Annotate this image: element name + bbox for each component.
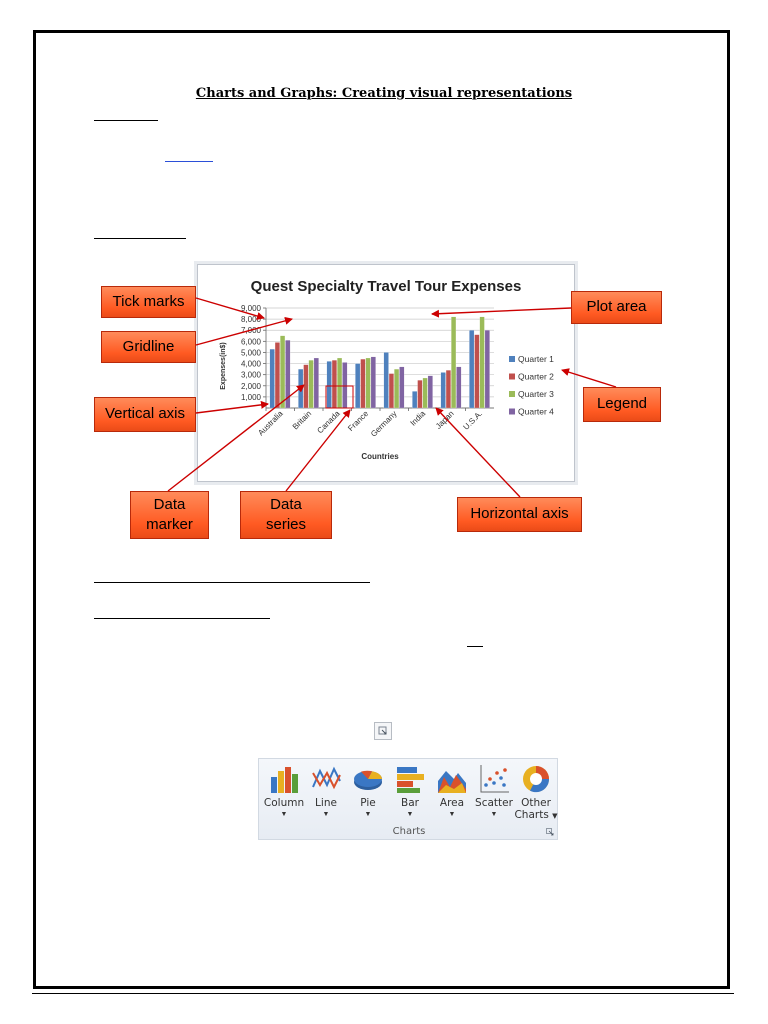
x-tick-label: India: [408, 409, 428, 428]
data-marker-bar: [309, 360, 314, 408]
data-marker-bar: [389, 374, 394, 408]
y-tick-label: 7,000: [240, 326, 261, 336]
data-marker-bar: [337, 358, 342, 408]
data-marker-bar: [332, 360, 337, 408]
chart-figure: [197, 264, 575, 482]
data-marker-bar: [441, 372, 446, 408]
data-marker-bar: [394, 369, 399, 408]
data-marker-bar: [475, 335, 480, 408]
bar-dropdown-arrow[interactable]: ▼: [406, 811, 414, 818]
blank-heading-rule: [94, 618, 270, 619]
y-axis-label: Expenses(in$): [220, 342, 227, 390]
plot-area: [241, 304, 494, 439]
data-marker-bar: [371, 357, 376, 408]
data-marker-bar: [423, 378, 428, 408]
dialog-launcher-icon[interactable]: [374, 722, 392, 740]
data-marker-bar: [412, 391, 417, 408]
data-marker-bar: [485, 330, 490, 408]
callout-data-marker: [130, 491, 209, 539]
callout-data-series-line1: Data: [270, 495, 302, 513]
data-marker-bar: [342, 362, 347, 408]
other-charts-label: [509, 797, 563, 822]
scatter-chart-icon: [478, 763, 510, 795]
x-tick-label: Germany: [369, 409, 399, 439]
data-marker-bar: [355, 364, 360, 408]
callout-data-marker-line2: marker: [146, 516, 193, 533]
data-marker-bar: [418, 380, 423, 408]
pie-chart-icon: [352, 763, 384, 795]
line-chart-icon: [310, 763, 342, 795]
column-chart-label: Column: [263, 797, 305, 809]
x-tick-label: Canada: [315, 409, 342, 436]
data-marker-bar: [480, 317, 485, 408]
x-tick-label: U.S.A.: [461, 409, 485, 432]
ribbon-charts-group: [258, 758, 558, 840]
clustered-column-chart: [198, 265, 574, 481]
callout-plot-area: Plot area: [571, 291, 662, 324]
legend-entry: Quarter 2: [518, 371, 554, 382]
callout-data-series-line2: series: [265, 516, 306, 533]
data-marker-bar: [399, 367, 404, 408]
data-marker-bar: [270, 349, 275, 408]
data-marker-bar: [456, 367, 461, 408]
callout-vertical-axis: Vertical axis: [94, 397, 196, 432]
y-tick-label: 5,000: [240, 348, 261, 358]
data-marker-bar: [314, 358, 319, 408]
legend-swatch: [509, 356, 515, 362]
x-axis-label: Countries: [361, 452, 399, 461]
callout-tick-marks: Tick marks: [101, 286, 196, 318]
data-marker-bar: [304, 365, 309, 408]
blank-underline: [467, 646, 483, 647]
callout-horizontal-axis: Horizontal axis: [457, 497, 582, 532]
hyperlink-rule[interactable]: [165, 161, 213, 162]
legend-swatch: [509, 391, 515, 397]
x-tick-label: Japan: [433, 409, 456, 431]
data-marker-bar: [451, 317, 456, 408]
data-marker-bar: [275, 342, 280, 408]
blank-heading-rule: [94, 582, 370, 583]
bar-chart-icon: [394, 763, 426, 795]
data-marker-bar: [469, 330, 474, 408]
data-marker-bar: [428, 376, 433, 408]
y-tick-label: 6,000: [240, 337, 261, 347]
callout-data-series: [240, 491, 332, 539]
x-tick-label: Australia: [256, 409, 285, 438]
data-marker-bar: [384, 352, 389, 408]
pie-chart-label: Pie: [360, 797, 376, 809]
pie-chart-button[interactable]: [347, 759, 389, 825]
column-dropdown-arrow[interactable]: ▼: [280, 811, 288, 818]
callout-gridline: Gridline: [101, 331, 196, 363]
legend-entry: Quarter 4: [518, 406, 554, 417]
other-charts-label-line2: [509, 809, 563, 822]
callout-legend: Legend: [583, 387, 661, 422]
area-dropdown-arrow[interactable]: ▼: [448, 811, 456, 818]
bar-chart-button[interactable]: [389, 759, 431, 825]
charts-dialog-launcher-icon[interactable]: [546, 828, 554, 836]
other-charts-label-line1: Other: [521, 797, 551, 809]
x-tick-label: France: [346, 409, 371, 434]
chart-title: Quest Specialty Travel Tour Expenses: [250, 278, 522, 295]
charts-group-label: Charts: [392, 826, 426, 837]
area-chart-button[interactable]: [431, 759, 473, 825]
data-marker-bar: [446, 370, 451, 408]
blank-heading-rule: [94, 120, 158, 121]
other-charts-button[interactable]: [515, 759, 557, 825]
legend-swatch: [509, 409, 515, 415]
area-chart-label: Area: [439, 797, 465, 809]
scatter-chart-label: Scatter: [475, 797, 513, 809]
column-chart-icon: [268, 763, 300, 795]
scatter-dropdown-arrow[interactable]: ▼: [490, 811, 498, 818]
y-tick-label: 9,000: [240, 304, 261, 313]
line-dropdown-arrow[interactable]: ▼: [322, 811, 330, 818]
blank-heading-rule: [94, 238, 186, 239]
data-marker-bar: [298, 369, 303, 408]
y-tick-label: 3,000: [240, 370, 261, 380]
data-marker-bar: [280, 336, 285, 408]
legend-entry: Quarter 3: [518, 389, 554, 399]
area-chart-icon: [436, 763, 468, 795]
y-tick-label: 2,000: [240, 381, 261, 391]
data-marker-bar: [327, 361, 332, 408]
chart-legend: [509, 354, 554, 417]
other-charts-icon: [520, 763, 552, 795]
line-chart-label: Line: [315, 797, 337, 809]
other-charts-label-line2-text: Charts: [514, 809, 549, 821]
callout-data-marker-line1: Data: [153, 495, 186, 513]
data-marker-bar: [285, 340, 290, 408]
y-tick-label: 8,000: [240, 315, 261, 325]
data-marker-bar: [361, 359, 366, 408]
other-charts-dropdown-arrow[interactable]: ▼: [552, 812, 558, 820]
column-chart-button[interactable]: [263, 759, 305, 825]
legend-swatch: [509, 374, 515, 380]
data-marker-bar: [366, 358, 371, 408]
legend-entry: Quarter 1: [518, 354, 554, 364]
y-tick-label: 4,000: [240, 359, 261, 369]
line-chart-button[interactable]: [305, 759, 347, 825]
page-bottom-rule: [32, 993, 734, 994]
x-tick-label: Britain: [290, 409, 314, 432]
bar-chart-label: Bar: [401, 797, 419, 809]
y-tick-label: 1,000: [240, 392, 261, 402]
document-title: Charts and Graphs: Creating visual representations: [195, 86, 573, 101]
pie-dropdown-arrow[interactable]: ▼: [364, 811, 372, 818]
